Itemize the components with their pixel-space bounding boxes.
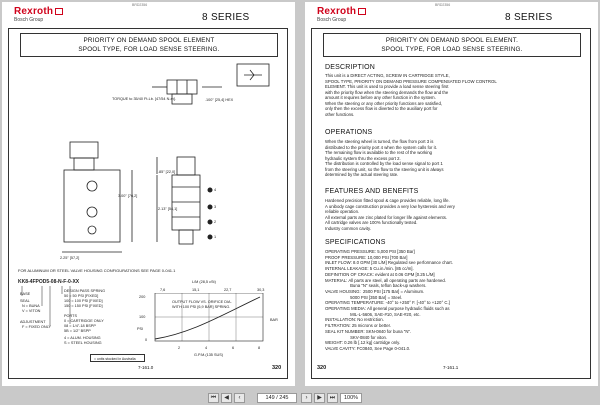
text-line: Industry common cavity. (325, 225, 372, 231)
chart-bar-label: BAR (270, 318, 278, 322)
bosch-icon (55, 8, 63, 15)
doc-id: BRD2356 (435, 3, 451, 7)
page-number: 320 (317, 365, 327, 371)
text-line: A unibody cage construction provides a very low hysteresis and very (325, 203, 455, 209)
order-seal-label: SEAL (20, 299, 30, 303)
text-line: The distribution is controlled by the load sense signal to port 1 (325, 161, 443, 166)
last-page-button[interactable]: ⏭ (327, 393, 338, 403)
order-spring-label: DESIGN PASS SPRING (64, 289, 106, 293)
next-page-button[interactable]: ▶ (314, 393, 325, 403)
spec-line: VALVE CAVITY: FC0840, See Page 0-041.0. (325, 345, 411, 351)
order-ports-label: PORTS (64, 314, 78, 318)
port-3-label: 3 (214, 205, 217, 209)
brand-subtitle: Bosch Group (14, 17, 44, 23)
chart-x-tick: 6 (232, 346, 235, 350)
zoom-select[interactable] (340, 393, 362, 403)
text-line: reliable operation. (325, 209, 360, 214)
chart-y-tick: 100 (139, 315, 146, 319)
order-seal-viton: V = VITON (22, 309, 41, 313)
title-line: SPOOL TYPE, FOR LOAD SENSE STEERING. (381, 46, 523, 53)
page-ref: 7-161.1 (443, 365, 459, 370)
housing-note: FOR ALUMINUM OR STEEL VALVE HOUSING CONFIGURATIONS SEE PAGE 0-041.1 (18, 268, 176, 273)
text-line: All external parts are zinc plated for longer life against elements. (325, 214, 448, 220)
chart-x-tick: 4 (205, 346, 208, 350)
text-line: other functions. (325, 111, 355, 117)
viewer-toolbar (0, 392, 600, 405)
chart-top-tick: 15,1 (192, 288, 200, 292)
chart-top-tick: 30,3 (257, 288, 265, 292)
chart-x-tick: 2 (178, 346, 181, 350)
text-line: from the steering unit, so the flow to the steering unit is always (325, 166, 444, 172)
title-line: SPOOL TYPE, FOR LOAD SENSE STEERING. (78, 46, 220, 53)
page-number: 320 (272, 365, 282, 371)
order-ports-08: 08 = 1/4"-18 BSPP (64, 324, 96, 328)
spec-line: INLET FLOW: 8.0 GPM [30 L/M] Regulated see performance chart. (325, 260, 453, 266)
features-text (325, 198, 587, 231)
spec-line: SKV-0840 for viton. (325, 334, 388, 340)
prev-step-icon[interactable]: ‹ (234, 393, 245, 403)
spec-line: SEAL KIT NUMBER: SKN-0840 for buna "N". (325, 328, 412, 334)
order-adjust-label: ADJUSTMENT (20, 320, 46, 324)
model-code: KK8-4FPOD5-08-N-F-0-XX (18, 279, 80, 285)
order-adjust-fixed: F = FIXED ONLY (22, 325, 51, 329)
spec-line: DEFINITION OF CRACK: evident at 0.06 GPM [0.25 L/M] (325, 271, 435, 277)
port-1-label: 1 (214, 235, 217, 239)
spec-line: FILTRATION: 25 microns or better. (325, 323, 391, 329)
dim-213: 2.13" [54,1] (158, 207, 178, 211)
text-line: hydraulic system thru the excess port 2. (325, 155, 401, 161)
order-steel-housing: S = STEEL HOUSING (64, 341, 102, 345)
text-line: Hardened precision fitted spool & cage provides reliable, long life. (325, 198, 450, 203)
spec-line: INTERNAL LEAKAGE: 5 Cu.in./min. [85 cc/m]. (325, 266, 414, 272)
chart-top-axis-label: L/M (28,5 cSt) (192, 280, 216, 284)
rexroth-logo (14, 7, 63, 23)
operations-text (325, 139, 587, 178)
features-heading: FEATURES AND BENEFITS (325, 188, 419, 195)
zoom-text: 100% (343, 395, 359, 401)
title-line: PRIORITY ON DEMAND SPOOL ELEMENT (83, 37, 215, 44)
torque-label: TORQUE to 35/40 Ft-Lb. [47/54 N-m]. (112, 97, 176, 101)
page-indicator-input[interactable] (257, 393, 297, 403)
chart-y-tick: 0 (145, 338, 148, 342)
brand-subtitle: Bosch Group (317, 17, 347, 23)
spec-line: OPERATING PRESSURE: 5,000 PSI [350 Bar] (325, 249, 415, 254)
hex-dim: .100" [25,4] HEX (205, 98, 234, 102)
chart-note-1: OUTPUT FLOW VS. ORIFICE DIA. (172, 300, 232, 304)
valve-drawing (22, 62, 282, 267)
chart-y-label: PSI (137, 327, 144, 331)
spec-line: PROOF PRESSURE: 10,000 PSI [700 Bar] (325, 254, 408, 260)
spec-line: MIL-L-5606, SAE-#10, SAE-#20, etc. (325, 311, 421, 317)
text-line: only then the excess flow is diverted to the auxiliary port for (325, 106, 438, 111)
chart-y-tick: 200 (139, 295, 146, 299)
text-line: The remaining flow is available to the rest of the working (325, 150, 432, 155)
order-ports-cartridge: 0 = CARTRIDGE ONLY (64, 319, 104, 323)
port-2-label: 2 (214, 220, 217, 224)
rexroth-logo (317, 7, 366, 23)
title-line: PRIORITY ON DEMAND SPOOL ELEMENT. (385, 37, 519, 44)
order-base-label: BASE (20, 292, 31, 296)
chart-top-tick: 22,7 (224, 288, 232, 292)
brand-name: Rexroth (317, 6, 357, 17)
dim-225: 2.25" [57,2] (60, 256, 80, 260)
order-spring-50: 50 = 50 PSI [FIXED] (64, 294, 99, 298)
spec-line: OPERATING MEDIA: All general purpose hydraulic fluids such as (325, 306, 450, 312)
bosch-icon (358, 8, 366, 15)
text-line: amount it requires before any other function in the system. (325, 95, 436, 100)
title-box (20, 33, 278, 57)
text-line: When the steering wheel is turned, the flow from port 3 is (325, 139, 434, 144)
aus-stock-note (90, 354, 145, 362)
specifications-text (325, 249, 587, 352)
description-heading: DESCRIPTION (325, 64, 376, 71)
spec-line: Buna "N" seals, teflon back-up washers. (325, 283, 427, 289)
text-line: determined by the actual steering rate. (325, 172, 399, 177)
order-seal-buna: N = BUNA (22, 304, 40, 308)
title-box (323, 33, 581, 57)
order-ports-5b: 5B = 1/2" BSPP (64, 329, 91, 333)
dim-085: .85" [22,0] (158, 170, 176, 174)
spec-line: 5000 PSI [350 Bar] = Steel. (325, 294, 403, 300)
page-indicator-text: 149 / 245 (265, 395, 289, 401)
doc-id: BRD2356 (132, 3, 148, 7)
next-step-icon[interactable]: › (301, 393, 312, 403)
text-line: When the steering or any other priority functions are satisfied, (325, 100, 443, 106)
port-4-label: 4 (214, 188, 217, 192)
order-spring-100: 100 = 100 PSI [FIXED] (64, 299, 103, 303)
dim-300: 3.00" [76,2] (118, 194, 138, 198)
right-page (305, 2, 598, 386)
series-title: 8 SERIES (202, 12, 250, 23)
text-line: distributed to the priority port 4 when the system calls for it. (325, 144, 438, 150)
chart-top-tick: 7,6 (160, 288, 166, 292)
spec-line: MATERIAL: All parts are steel, all operating parts are hardened. (325, 277, 447, 283)
page-ref: 7-161.0 (138, 365, 154, 370)
first-page-button[interactable]: ⏮ (208, 393, 219, 403)
chart-note-2: WITH 100 PSI [6,9 BAR] SPRING. (172, 305, 231, 309)
spec-line: INSTALLATION: No restriction. (325, 317, 384, 323)
chart-x-tick: 8 (258, 346, 261, 350)
chart-x-label: G.P.M.(135 SUS) (194, 353, 224, 357)
order-alum-housing: 4 = ALUM. HOUSING (64, 336, 101, 340)
text-line: All cartridge valves are 100% functionally tested. (325, 220, 418, 225)
left-page (2, 2, 295, 386)
brand-name: Rexroth (14, 6, 54, 17)
text-line: This unit is a DIRECT ACTING, SCREW IN CARTRIDGE STYLE, (325, 73, 450, 78)
text-line: with the priority flow when the steering demands the flow and the (325, 89, 449, 95)
spec-line: VALVE HOUSING: 2500 PSI [175 Bar] = Aluminum. (325, 288, 425, 294)
description-text (325, 73, 587, 117)
series-title: 8 SERIES (505, 12, 553, 23)
text-line: SPOOL TYPE, PRIORITY ON DEMAND PRESSURE COMPENSATED FLOW CONTROL (325, 78, 497, 84)
spec-line: WEIGHT: 0.26 lb [.12 kg] cartridge only. (325, 340, 401, 346)
aus-stock-text: = units stocked in Australia (94, 357, 136, 361)
order-spring-150: 150 = 150 PSI [FIXED] (64, 304, 103, 308)
spec-line: OPERATING TEMPERATURE: -40° to +250° F. [-40° to +120° C.] (325, 300, 450, 306)
operations-heading: OPERATIONS (325, 129, 373, 136)
text-line: ELEMENT. This unit is used to provide a load sense steering first (325, 84, 449, 89)
prev-page-button[interactable]: ◀ (221, 393, 232, 403)
specifications-heading: SPECIFICATIONS (325, 239, 386, 246)
